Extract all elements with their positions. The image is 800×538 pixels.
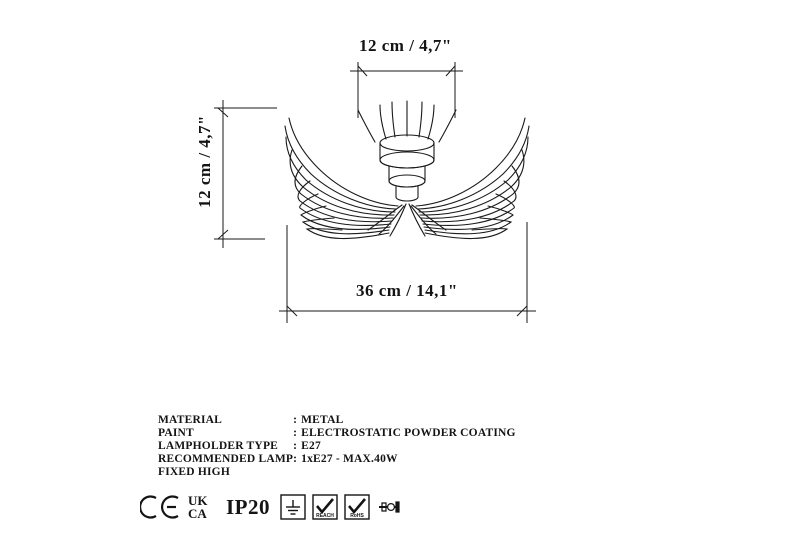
spec-separator bbox=[293, 467, 301, 480]
specification-table bbox=[158, 415, 516, 480]
svg-text:RoHS: RoHS bbox=[350, 513, 364, 519]
assembly-tool-icon bbox=[376, 493, 402, 521]
dimension-label-top: 12 cm / 4,7" bbox=[359, 36, 452, 55]
class-ii-earth-icon bbox=[280, 493, 306, 521]
lamp-cage-drawing bbox=[285, 101, 529, 239]
spec-value: METAL bbox=[301, 414, 344, 426]
spec-key: FIXED HIGH bbox=[158, 466, 230, 478]
socket-hub bbox=[380, 135, 434, 201]
dimension-bottom bbox=[279, 222, 536, 323]
ukca-mark-icon bbox=[188, 493, 218, 521]
dimension-label-width: 36 cm / 14,1" bbox=[356, 281, 458, 300]
ce-mark-icon bbox=[140, 494, 182, 520]
table-row bbox=[158, 467, 516, 480]
spec-value: ELECTROSTATIC POWDER COATING bbox=[301, 427, 516, 439]
rohs-check-icon bbox=[344, 493, 370, 521]
svg-text:REACH: REACH bbox=[316, 513, 334, 519]
spec-separator: : bbox=[293, 427, 298, 439]
certification-badges bbox=[140, 492, 402, 522]
spec-value: 1xE27 - MAX.40W bbox=[301, 453, 398, 465]
spec-separator: : bbox=[293, 414, 298, 426]
spec-key: RECOMMENDED LAMP bbox=[158, 453, 294, 465]
spec-value: E27 bbox=[301, 440, 321, 452]
cage-top-ribs bbox=[358, 101, 456, 142]
svg-text:UK: UK bbox=[188, 493, 208, 508]
dimension-label-height: 12 cm / 4,7" bbox=[195, 115, 214, 208]
spec-value bbox=[301, 467, 516, 480]
spec-separator: : bbox=[293, 453, 298, 465]
reach-check-icon bbox=[312, 493, 338, 521]
spec-separator: : bbox=[293, 440, 298, 452]
ip-rating-label: IP20 bbox=[226, 494, 270, 519]
dimension-left bbox=[214, 100, 277, 248]
svg-text:CA: CA bbox=[188, 506, 207, 521]
spec-key: LAMPHOLDER TYPE bbox=[158, 440, 279, 452]
spec-key: PAINT bbox=[158, 427, 194, 439]
spec-key: MATERIAL bbox=[158, 414, 223, 426]
